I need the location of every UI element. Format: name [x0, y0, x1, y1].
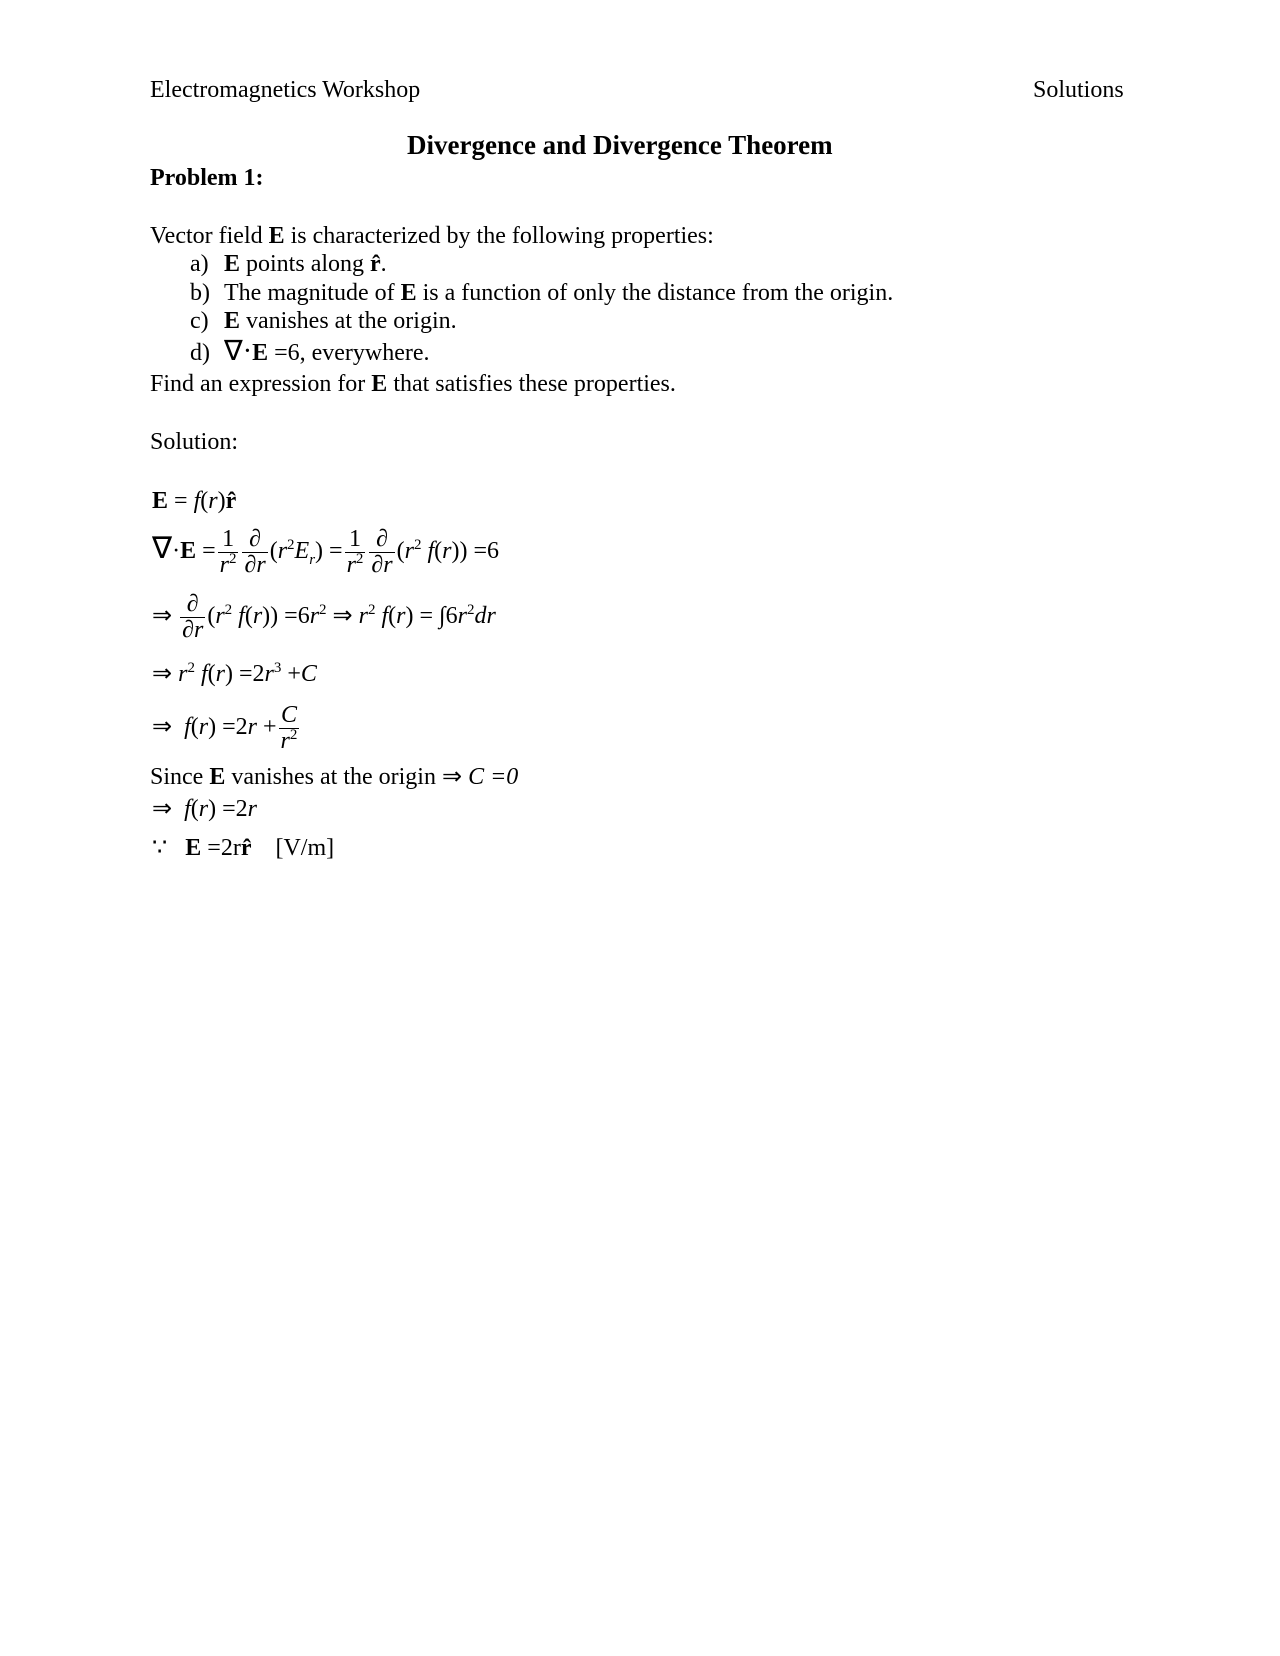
- vector-e: E: [252, 340, 269, 366]
- vector-e: E: [224, 308, 241, 334]
- list-item-pre: The magnitude of: [224, 280, 401, 306]
- list-item-label: a): [190, 251, 209, 277]
- find-sentence: [150, 372, 676, 396]
- equation-3: ⇒ $\frac{\partial}{\partial r}$ ($r^2$ $f(r)) =6r^2$ ⇒ $r^2$ $f(r) = \int 6r^2dr$: [152, 591, 496, 644]
- eq6-prefix: Since: [150, 764, 210, 790]
- list-item-label: c): [190, 308, 209, 334]
- eq6-result: C =0: [468, 764, 519, 790]
- because-symbol: ∵: [152, 835, 168, 861]
- list-item-text: vanishes at the origin.: [240, 308, 457, 334]
- list-item-end: .: [380, 251, 387, 277]
- find-prefix: Find an expression for: [150, 371, 372, 397]
- list-item: [190, 309, 457, 333]
- list-item-label: d): [190, 340, 210, 366]
- list-item-text: =6, everywhere.: [268, 340, 430, 366]
- equation-5: ⇒ f(r) =2r + $\frac{C}{r^2}$: [152, 702, 298, 755]
- r-hat: r̂: [240, 835, 252, 861]
- vector-e: E: [185, 835, 202, 861]
- intro-prefix: Vector field: [150, 223, 269, 249]
- list-item-text: points along: [240, 251, 371, 277]
- intro-sentence: [150, 224, 714, 248]
- vector-e: E: [224, 251, 241, 277]
- r-hat: r̂: [370, 251, 381, 277]
- eq6-text: vanishes at the origin ⇒: [225, 764, 469, 790]
- find-suffix: that satisfies these properties.: [387, 371, 676, 397]
- page-title: Divergence and Divergence Theorem: [407, 130, 833, 160]
- eq8-expr: =2r: [201, 835, 241, 861]
- nabla-dot: ∇·: [224, 336, 253, 367]
- header-left: Electromagnetics Workshop: [150, 77, 421, 103]
- solution-label: Solution:: [150, 429, 239, 455]
- unit-label: [V/m]: [275, 835, 335, 861]
- vector-e: E: [371, 371, 388, 397]
- intro-vector: E: [268, 223, 285, 249]
- list-item: [190, 252, 387, 276]
- vector-e: E: [400, 280, 417, 306]
- equation-7: ⇒ f(r) =2r: [152, 796, 257, 822]
- list-item: [190, 338, 430, 366]
- vector-e: E: [209, 764, 226, 790]
- list-item-label: b): [190, 280, 210, 306]
- equation-6: [150, 765, 518, 789]
- header-right: Solutions: [1033, 77, 1124, 103]
- equation-1: E = f(r)r̂: [152, 488, 237, 514]
- equation-2: ∇·E = $\frac{1}{r^2}$ $\frac{\partial}{\partial r}$ $(r^2E_r)$ = $\frac{1}{r^2}$ $\frac{\partial}{\partial r}$ ($r^2$ f(r)) =6: [152, 526, 500, 579]
- equation-8: [152, 836, 334, 860]
- intro-suffix: is characterized by the following properties:: [284, 223, 714, 249]
- list-item-text: is a function of only the distance from the origin.: [416, 280, 894, 306]
- problem-label: Problem 1:: [150, 165, 264, 191]
- list-item: [190, 281, 893, 305]
- equation-4: ⇒ $r^2$ $f(r) =2r^3 +C$: [152, 660, 317, 687]
